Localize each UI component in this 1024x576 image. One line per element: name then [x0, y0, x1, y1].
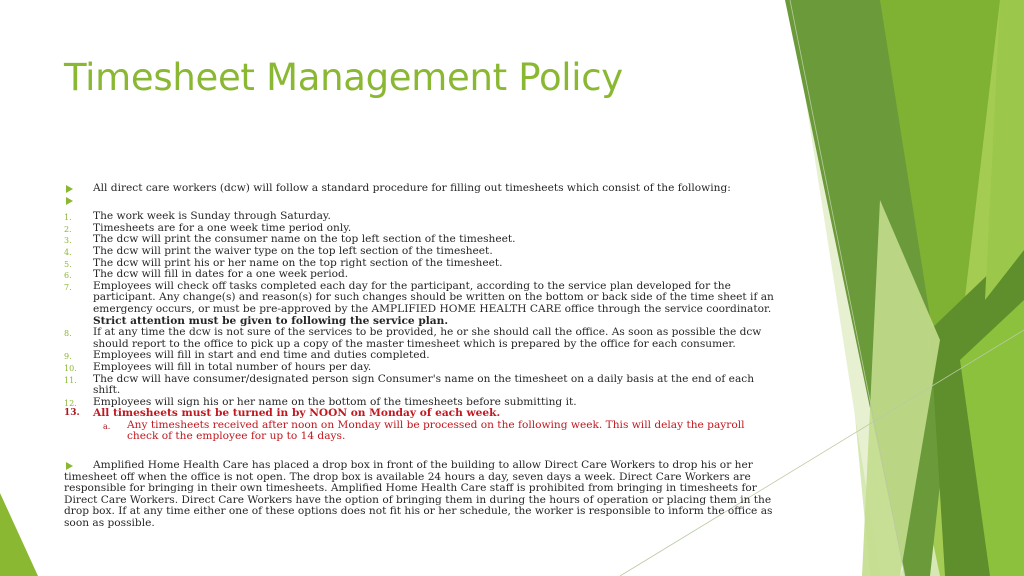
list-item-text: The dcw will print his or her name on the top right section of the timesheet. — [93, 256, 503, 269]
list-item-text: The dcw will have consumer/designated person sign Consumer's name on the timesheet on a daily basis at the end of each shift. — [93, 372, 755, 397]
sub-list-letter: a. — [103, 421, 111, 431]
list-number: 6. — [64, 271, 72, 281]
list-item-text: The dcw will fill in dates for a one week period. — [93, 268, 349, 281]
list-number: 12. — [64, 398, 77, 408]
empty-bullet — [64, 195, 776, 207]
policy-content — [64, 183, 776, 530]
list-item-text: Employees will sign his or her name on the bottom of the timesheets before submitting it. — [93, 395, 577, 408]
list-item-text: If at any time the dcw is not sure of the services to be provided, he or she should call the office. As soon as possible the dcw should report to the office to pick up a copy of the master timesheet which is prepared by the office for each consumer. — [93, 326, 762, 350]
closing-text: Amplified Home Health Care has placed a drop box in front of the building to allow Direct Care Workers to drop his or her timesheet off when the office is not open. The drop box is available 24 hours a day, seven days a week. Direct Care Workers are responsible for bringing in their own timesheets. Amplified Home Health Care staff is prohibited from bringing in timesheets for Direct Care Workers. Direct Care Workers have the option of bringing them in during the hours of operation or placing them in the drop box. If at any time either one of these options does not fit his or her schedule, the worker is responsible to inform the office as soon as possible. — [64, 459, 773, 530]
list-number: 5. — [64, 259, 72, 269]
list-item-text: Employees will check off tasks completed each day for the participant, according to the service plan developed for the participant. Any change(s) and reason(s) for such changes should be written on the bottom or back side of the time sheet if an emergency occurs, or must be pre-approved by the AMPLIFIED HOME HEALTH CARE office through the service coordinator. — [93, 279, 774, 315]
sub-item-a — [64, 420, 776, 443]
list-number: 1. — [64, 213, 72, 223]
list-item-text: The dcw will print the waiver type on the top left section of the timesheet. — [93, 244, 493, 257]
triangle-bullet-icon — [66, 185, 73, 193]
list-number: 11. — [64, 375, 77, 385]
left-corner-shape — [0, 493, 38, 576]
numbered-list — [64, 211, 776, 408]
list-number: 13. — [64, 408, 80, 419]
list-item-text: Employees will fill in total number of hours per day. — [93, 360, 372, 373]
intro-bullet — [64, 183, 776, 195]
triangle-bullet-icon — [66, 197, 73, 205]
intro-text: All direct care workers (dcw) will follow a standard procedure for filling out timesheets which consist of the following: — [93, 182, 731, 194]
list-item-text: The dcw will print the consumer name on the top left section of the timesheet. — [93, 233, 516, 246]
list-number: 2. — [64, 224, 72, 234]
list-number: 10. — [64, 363, 77, 373]
list-item-text: The work week is Sunday through Saturday. — [93, 210, 331, 223]
closing-paragraph — [64, 460, 776, 530]
list-item-text: Employees will fill in start and end time and duties completed. — [93, 349, 430, 362]
list-number: 4. — [64, 247, 72, 257]
list-number: 3. — [64, 236, 72, 246]
list-number: 7. — [64, 282, 72, 292]
list-item — [64, 281, 776, 327]
list-item-text: Timesheets are for a one week time period only. — [93, 221, 352, 234]
sub-item-text: Any timesheets received after noon on Monday will be processed on the following week. This will delay the payroll check of the employee for up to 14 days. — [127, 418, 745, 443]
list-number: 8. — [64, 329, 72, 339]
list-item — [64, 374, 776, 397]
deadline-text: All timesheets must be turned in by NOON on Monday of each week. — [93, 407, 501, 420]
slide-title: Timesheet Management Policy — [64, 56, 623, 99]
emphasis-text: Strict attention must be given to following the service plan. — [93, 314, 449, 327]
list-number: 9. — [64, 352, 72, 362]
triangle-bullet-icon — [66, 462, 73, 470]
list-item — [64, 327, 776, 350]
